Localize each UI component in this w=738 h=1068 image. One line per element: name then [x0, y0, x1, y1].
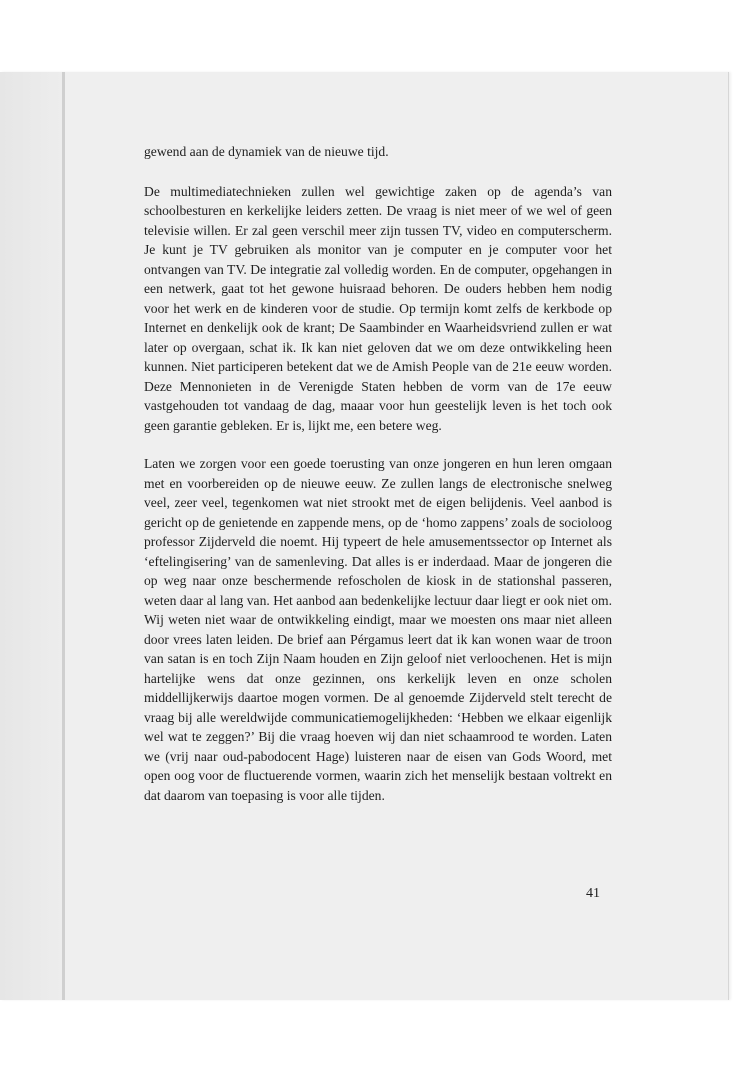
page-gutter-line — [62, 72, 65, 1000]
paragraph-1: gewend aan de dynamiek van de nieuwe tijd. — [144, 144, 389, 159]
paragraph-3: Laten we zorgen voor een goede toerusting van onze jongeren en hun leren omgaan met en voorbereiden op de nieuwe eeuw. Ze zullen langs de electronische snelweg veel, zeer veel, tegenkomen wat niet strookt met de eigen belijdenis. Veel aanbod is gericht op de genietende en zappende mens, op de ‘homo zappens’ zoals de socioloog professor Zijderveld die noemt. Hij typeert de hele amusementssector op Internet als ‘eftelingisering’ van de samenleving. Dat alles is er inderdaad. Maar de jongeren die op weg naar onze beschermende refoscholen de kiosk in de stationshal passeren, weten daar al lang van. Het aanbod aan bedenkelijke lectuur daar liegt er ook niet om. Wij weten niet waar de ontwikkeling eindigt, maar we moesten ons maar niet alleen door vrees laten leiden. De brief aan Pérgamus leert dat ik kan wonen waar de troon van satan is en toch Zijn Naam houden en Zijn geloof niet verloochenen. Het is mijn hartelijke wens dat onze gezinnen, ons kerkelijk leven en onze scholen middellijkerwijs daartoe mogen vormen. De al genoemde Zijderveld stelt terecht de vraag bij alle wereldwijde communicatiemogelijkheden: ‘Hebben we elkaar eigenlijk wel wat te zeggen?’ Bij die vraag hoeven wij dan niet schaamrood te worden. Laten we (vrij naar oud-pabodocent Hage) luisteren naar de eisen van Gods Woord, met open oog voor de fluctuerende vormen, waarin zich het menselijk bestaan voltrekt en dat daarom van toepasing is voor alle tijden. — [144, 456, 612, 803]
page-number: 41 — [586, 886, 600, 901]
page-gutter-shade — [0, 72, 62, 1000]
body-text — [144, 142, 612, 824]
paragraph-2: De multimediatechnieken zullen wel gewichtige zaken op de agenda’s van schoolbesturen en kerkelijke leiders zetten. De vraag is niet meer of we wel of geen televisie willen. Er zal geen verschil meer zijn tussen TV, video en computerscherm. Je kunt je TV gebruiken als monitor van je computer en je computer voor het ontvangen van TV. De integratie zal volledig worden. En de computer, opgehangen in een netwerk, gaat tot het gewone huisraad behoren. De ouders hebben hem nodig voor het werk en de kinderen voor de studie. Op termijn komt zelfs de kerkbode op Internet en denkelijk ook de krant; De Saambinder en Waarheidsvriend zullen er wat later op overgaan, schat ik. Ik kan niet geloven dat we om deze ontwikkeling heen kunnen. Niet participeren betekent dat we de Amish People van de 21e eeuw worden. Deze Mennonieten in de Verenigde Staten hebben de vorm van de 17e eeuw vastgehouden tot vandaag de dag, maaar voor hun geestelijk leven is het toch ook geen garantie gebleken. Er is, lijkt me, een betere weg. — [144, 183, 612, 433]
